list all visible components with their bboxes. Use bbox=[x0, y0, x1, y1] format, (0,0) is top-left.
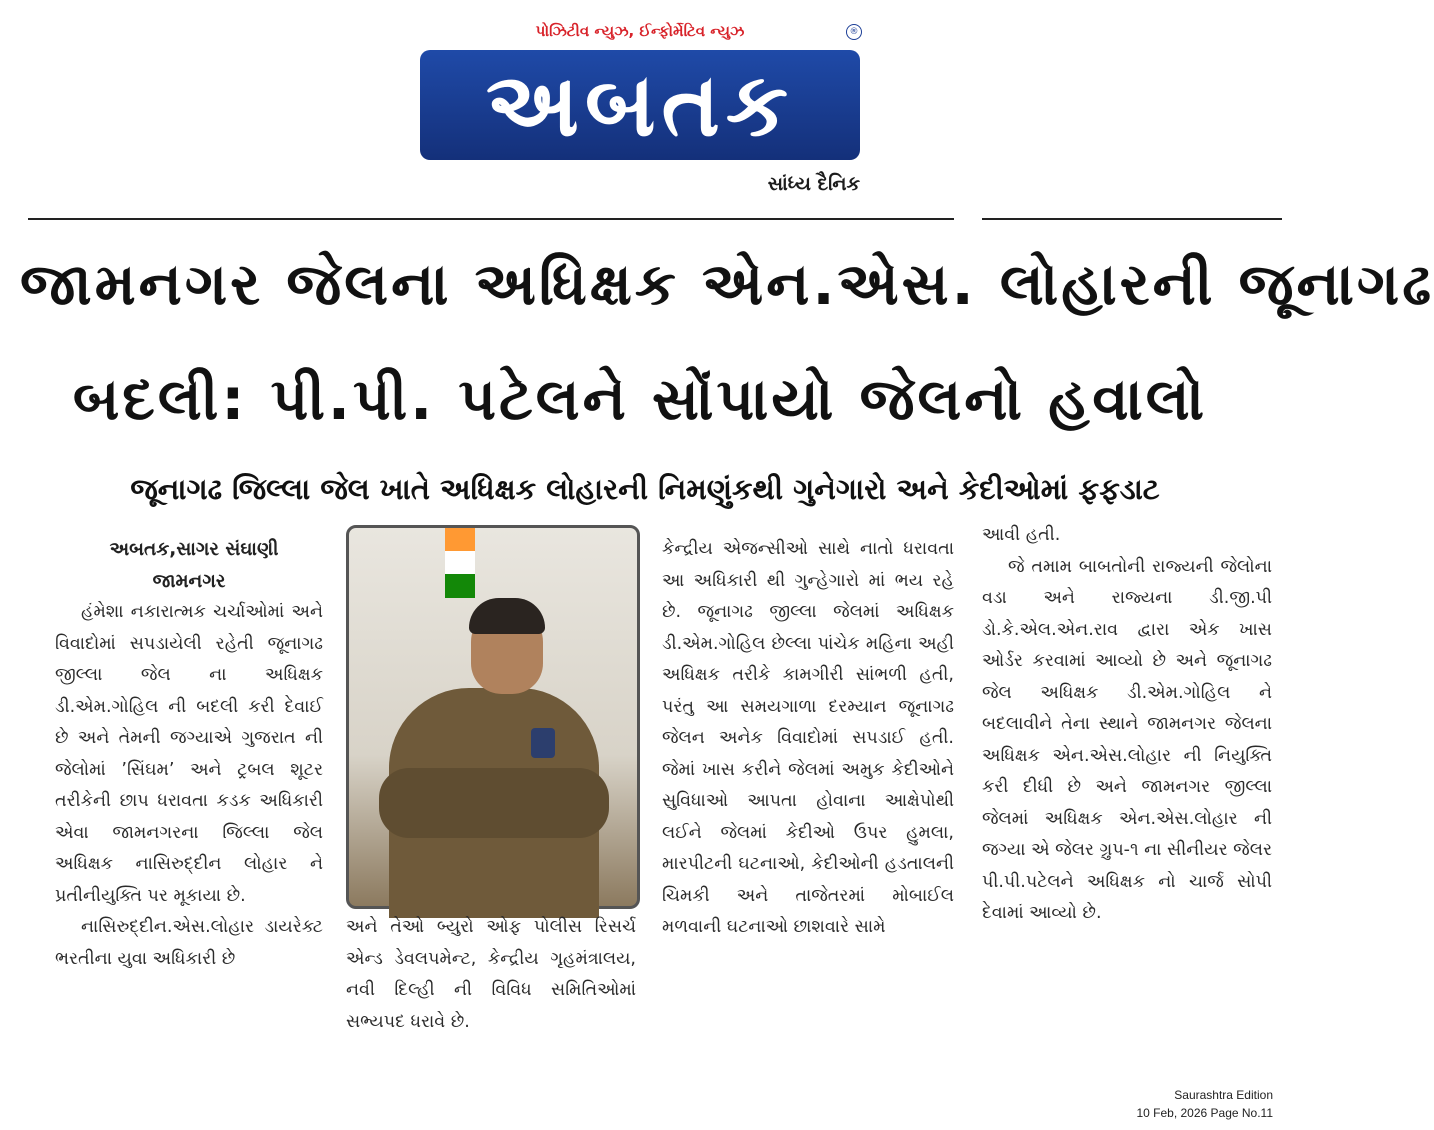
footer-date-page: 10 Feb, 2026 Page No.11 bbox=[1136, 1106, 1273, 1120]
article-paragraph: કેન્દ્રીય એજન્સીઓ સાથે નાતો ધરાવતા આ અધિકારી થી ગુન્હેગારો માં ભય રહે છે. જૂનાગઢ જીલ્લા જેલમાં અધિક્ષક ડી.એમ.ગોહિલ છેલ્લા પાંચેક મહિના અહી અધિક્ષક તરીકે કામગીરી સાંભળી હતી, પરંતુ આ સમયગાળા દરમ્યાન જૂનાગઢ જેલન અનેક વિવાદોમાં સપડાઈ હતી. જેમાં ખાસ કરીને જેલમાં અમુક કેદીઓને સુવિધાઓ આપતા હોવાના આક્ષેપોથી લઈને જેલમાં કેદીઓ ઉપર હુમલા, મારપીટની ઘટનાઓ, કેદીઓની હડતાલની ચિમકી અને તાજેતરમાં મોબાઈલ મળવાની ઘટનાઓ છાશવારે સામે bbox=[662, 539, 954, 937]
headline-line-1: જામનગર જેલના અધિક્ષક એન.એસ. લોહારની જૂનાગઢ bbox=[20, 250, 1434, 318]
article-paragraph: નાસિરુદ્દીન.એસ.લોહાર ડાયરેક્ટ ભરતીના યુવા અધિકારી છે bbox=[55, 917, 323, 969]
subheadline: જૂનાગઢ જિલ્લા જેલ ખાતે અધિક્ષક લોહારની નિમણુંકથી ગુનેગારો અને કેદીઓમાં ફફડાટ bbox=[130, 472, 1160, 506]
edition-type: સાંધ્ય દૈનિક bbox=[767, 173, 860, 195]
article-column-4 bbox=[982, 520, 1272, 930]
byline bbox=[55, 534, 323, 597]
photo-badge bbox=[531, 728, 555, 758]
flag-image bbox=[445, 528, 475, 598]
masthead-tagline: પોઝિટીવ ન્યુઝ, ઈન્ફોર્મેટિવ ન્યુઝ bbox=[535, 22, 745, 40]
article-paragraph: હંમેશા નકારાત્મક ચર્ચાઓમાં અને વિવાદોમાં સપડાયેલી રહેતી જૂનાગઢ જીલ્લા જેલ ના અધિક્ષક ડી.એમ.ગોહિલ ની બદલી કરી દેવાઈ છે અને તેમની જગ્યાએ ગુજરાત ની જેલોમાં ’સિંઘમ’ અને ટ્રબલ શૂટર તરીકેની છાપ ધરાવતા કડક અધિકારી એવા જામનગરના જિલ્લા જેલ અધિક્ષક નાસિરુદ્દીન લોહાર ને પ્રતીનીયુક્તિ પર મૂકાયા છે. bbox=[55, 602, 323, 906]
divider-left bbox=[28, 218, 954, 220]
article-column-1 bbox=[55, 534, 323, 975]
article-paragraph: આવી હતી. bbox=[982, 525, 1061, 545]
photo-arms bbox=[379, 768, 609, 838]
byline-place: જામનગર bbox=[152, 570, 226, 592]
photo-hair bbox=[469, 598, 545, 634]
page-footer bbox=[1136, 1086, 1273, 1122]
masthead bbox=[0, 0, 1283, 215]
byline-name: અબતક,સાગર સંઘાણી bbox=[109, 539, 279, 560]
article-column-2 bbox=[346, 912, 636, 1038]
divider-right bbox=[982, 218, 1282, 220]
headline-line-2: બદલી: પી.પી. પટેલને સોંપાયો જેલનો હવાલો bbox=[72, 365, 1208, 433]
article-column-3 bbox=[662, 534, 954, 944]
newspaper-logo: અબતક bbox=[420, 50, 860, 160]
registered-mark: ® bbox=[846, 24, 862, 40]
footer-edition: Saurashtra Edition bbox=[1174, 1088, 1273, 1102]
article-paragraph: અને તેઓ બ્યુરો ઓફ પોલીસ રિસર્ચ એન્ડ ડેવલપમેન્ટ, કેન્દ્રીય ગૃહમંત્રાલય, નવી દિલ્હી ની વિવિધ સમિતિઓમાં સભ્યપદ ધરાવે છે. bbox=[346, 917, 636, 1032]
officer-photo bbox=[346, 525, 640, 909]
article-paragraph: જે તમામ બાબતોની રાજ્યની જેલોના વડા અને રાજ્યના ડી.જી.પી ડો.કે.એલ.એન.રાવ દ્વારા એક ખાસ ઓર્ડર કરવામાં આવ્યો છે અને જૂનાગઢ જેલ અધિક્ષક ડી.એમ.ગોહિલ ને બદલાવીને તેના સ્થાને જામનગર જેલના અધિક્ષક એન.એસ.લોહાર ની નિયુક્તિ કરી દીધી છે અને જામનગર જીલ્લા જેલમાં અધિક્ષક એન.એસ.લોહાર ની જગ્યા એ જેલર ગ્રુપ-૧ ના સીનીયર જેલર પી.પી.પટેલને અધિક્ષક નો ચાર્જ સોપી દેવામાં આવ્યો છે. bbox=[982, 556, 1273, 923]
